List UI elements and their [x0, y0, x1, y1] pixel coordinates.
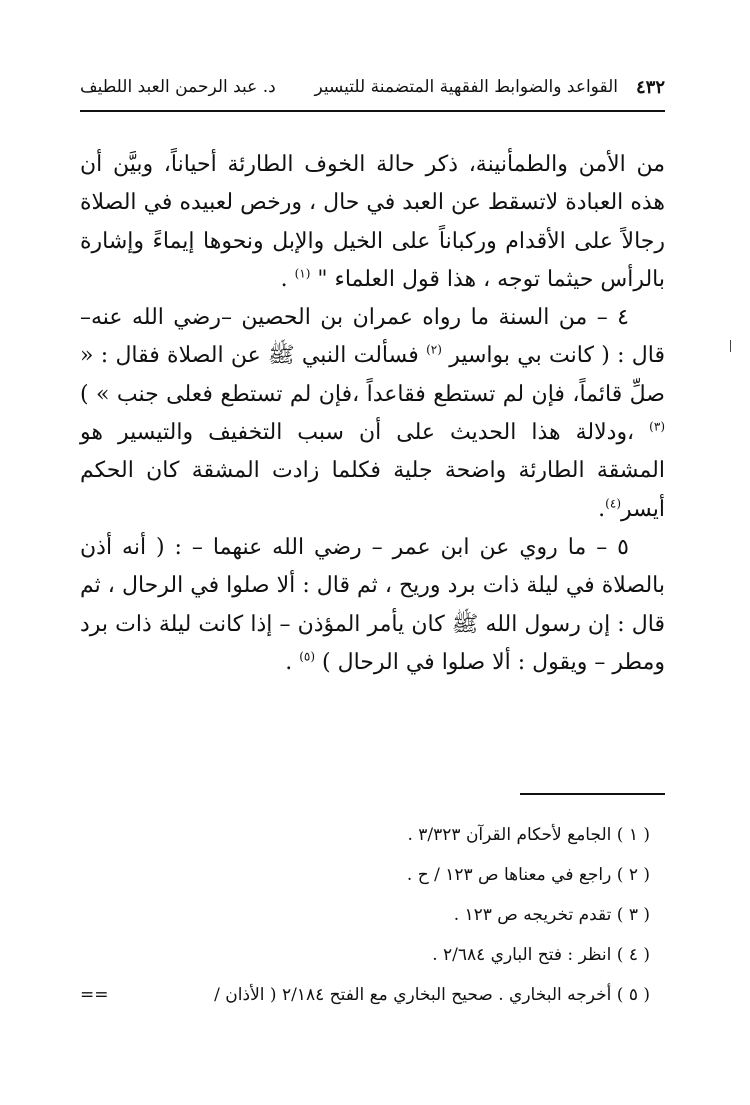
- paragraph-1: [80, 146, 665, 299]
- footnote-continuation-mark: ==: [80, 985, 109, 1005]
- footnote-2: [80, 855, 650, 895]
- header-rule: [80, 110, 665, 112]
- footnote-ref-1[interactable]: (١): [294, 266, 311, 281]
- footnote-text: الجامع لأحكام القرآن ٣/٣٢٣ .: [407, 825, 612, 845]
- footnote-separator: [520, 793, 665, 795]
- footnote-ref-3[interactable]: (٣): [649, 419, 665, 434]
- paragraph-2-text: ٤ – من السنة ما رواه عمران بن الحصين –رضي الله عنه– قال : ( كانت بي بواسير: [80, 305, 666, 369]
- author-name: د. عبد الرحمن العبد اللطيف: [80, 77, 276, 97]
- footnote-text: أخرجه البخاري . صحيح البخاري مع الفتح ٢/١٨٤ ( الأذان /: [214, 985, 612, 1005]
- paragraph-2b-text: ،ودلالة هذا الحديث على أن سبب التخفيف والتيسير هو المشقة الطارئة واضحة جلية فكلما زادت المشقة كان الحكم أيسر: [80, 420, 665, 522]
- footnotes: [80, 815, 650, 1015]
- paragraph-1-tail: .: [280, 266, 295, 292]
- footnote-5: [80, 975, 650, 1015]
- footnote-text: راجع في معناها ص ١٢٣ / ح .: [406, 865, 612, 885]
- paragraph-1-text: من الأمن والطمأنينة، ذكر حالة الخوف الطارئة أحياناً، وبيَّن أن هذه العبادة لاتسقط عن العبد في حال ، ورخص لعبيده في الصلاة رجالاً على الأقدام وركباناً على الخيل والإبل ونحوها إيماءً وإشارة بالرأس حيثما توجه ، هذا قول العلماء ": [80, 152, 665, 292]
- footnote-number: ( ٣ ): [616, 905, 650, 925]
- page-number: ٤٣٢: [635, 76, 665, 98]
- footnote-ref-4[interactable]: (٤): [605, 496, 621, 511]
- footnote-3: [80, 895, 650, 935]
- footnote-number: ( ١ ): [616, 825, 650, 845]
- book-title: القواعد والضوابط الفقهية المتضمنة للتيسير: [314, 77, 618, 97]
- footnote-4: [80, 935, 650, 975]
- paragraph-3-text: ٥ – ما روي عن ابن عمر – رضي الله عنهما – : ( أنه أذن بالصلاة في ليلة ذات برد وريح ، ثم قال : ألا صلوا في الرحال ، ثم قال : إن رسول الله ﷺ كان يأمر المؤذن – إذا كانت ليلة ذات برد ومطر – ويقول : ألا صلوا في الرحال ): [80, 534, 665, 675]
- paragraph-2b-tail: .: [598, 496, 606, 522]
- footnote-ref-2[interactable]: (٢): [426, 343, 442, 358]
- paragraph-2: [80, 299, 665, 529]
- footnote-text: انظر : فتح الباري ٢/٦٨٤ .: [432, 945, 612, 965]
- paragraph-3-tail: .: [285, 649, 300, 675]
- paragraph-2-tail: فسألت النبي ﷺ عن الصلاة فقال : « صلِّ قائماً، فإن لم تستطع فقاعداً ،فإن لم تستطع فعلى جنب » ): [80, 343, 665, 407]
- footnote-number: ( ٤ ): [616, 945, 650, 965]
- footnote-ref-5[interactable]: (٥): [299, 649, 316, 664]
- footnote-number: ( ٥ ): [616, 985, 650, 1005]
- paragraph-3: [80, 529, 665, 682]
- body-text: [80, 146, 665, 682]
- footnote-text: تقدم تخريجه ص ١٢٣ .: [453, 905, 612, 925]
- footnote-number: ( ٢ ): [616, 865, 650, 885]
- margin-mark: [730, 340, 731, 352]
- footnote-1: [80, 815, 650, 855]
- running-header: [80, 70, 665, 104]
